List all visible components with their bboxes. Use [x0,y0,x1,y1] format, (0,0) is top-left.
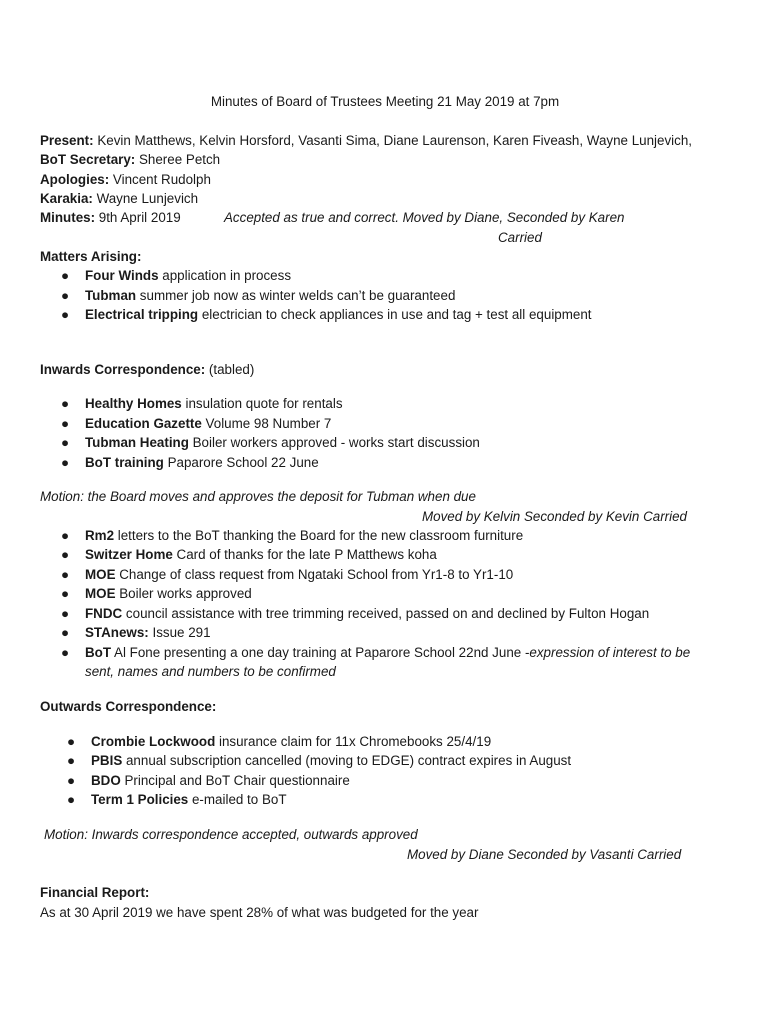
list-item: ● FNDC council assistance with tree trimming received, passed on and declined by Fulton Hogan [61,606,650,621]
list-item: ● Term 1 Policies e-mailed to BoT [67,792,287,807]
list-item: ● Education Gazette Volume 98 Number 7 [61,416,332,431]
list-item: ● BoT training Paparore School 22 June [61,455,319,470]
secretary-label: BoT Secretary: [40,152,136,167]
list-item: ● STAnews: Issue 291 [61,625,211,640]
document-title: Minutes of Board of Trustees Meeting 21 May 2019 at 7pm [210,94,560,109]
bullet-icon: ● [61,455,70,470]
minutes-line [40,208,181,227]
minutes-value: 9th April 2019 [95,210,181,225]
minutes-label: Minutes: [40,210,96,225]
bullet-icon: ● [61,547,70,562]
present-value: Kevin Matthews, Kelvin Horsford, Vasanti Sima, Diane Laurenson, Karen Fiveash, Wayne Lunjevich, [93,133,692,148]
bullet-icon: ● [61,586,70,601]
inwards-motion-moved: Moved by Kelvin Seconded by Kevin Carried [422,509,687,524]
list-item: ● Healthy Homes insulation quote for rentals [61,396,343,411]
bullet-icon: ● [67,792,76,807]
list-item: ● PBIS annual subscription cancelled (moving to EDGE) contract expires in August [67,753,572,768]
apologies-line [40,170,211,189]
list-item: ● Switzer Home Card of thanks for the late P Matthews koha [61,547,437,562]
list-item: ● Tubman summer job now as winter welds can’t be guaranteed [61,288,456,303]
bullet-icon: ● [67,773,76,788]
bullet-icon: ● [61,625,70,640]
secretary-line [40,150,220,169]
inwards-heading: Inwards Correspondence: [40,362,206,377]
inwards-heading-note: (tabled) [205,362,255,377]
bullet-icon: ● [61,288,70,303]
bullet-icon: ● [61,268,70,283]
bullet-icon: ● [61,645,70,660]
inwards-motion: Motion: the Board moves and approves the deposit for Tubman when due [40,489,476,504]
present-label: Present: [40,133,94,148]
karakia-value: Wayne Lunjevich [92,191,199,206]
bullet-icon: ● [61,606,70,621]
karakia-line [40,189,198,208]
bullet-icon: ● [61,528,70,543]
list-item: ● Electrical tripping electrician to check appliances in use and tag + test all equipment [61,307,592,322]
inwards-heading-line [40,360,254,379]
list-item: ● MOE Boiler works approved [61,586,252,601]
list-item: ● Crombie Lockwood insurance claim for 11x Chromebooks 25/4/19 [67,734,492,749]
bullet-icon: ● [61,435,70,450]
minutes-motion: Accepted as true and correct. Moved by Diane, Seconded by Karen [224,210,625,225]
financial-text: As at 30 April 2019 we have spent 28% of what was budgeted for the year [40,905,479,920]
bullet-icon: ● [67,753,76,768]
apologies-value: Vincent Rudolph [109,172,211,187]
outwards-motion-moved: Moved by Diane Seconded by Vasanti Carried [407,847,682,862]
outwards-heading: Outwards Correspondence: [40,699,217,714]
minutes-carried: Carried [498,230,542,245]
bullet-icon: ● [61,396,70,411]
list-item-continuation: sent, names and numbers to be confirmed [85,664,336,679]
list-item: ● BDO Principal and BoT Chair questionnaire [67,773,350,788]
secretary-value: Sheree Petch [135,152,221,167]
outwards-motion: Motion: Inwards correspondence accepted, outwards approved [44,827,418,842]
apologies-label: Apologies: [40,172,110,187]
bullet-icon: ● [61,567,70,582]
list-item: ● Rm2 letters to the BoT thanking the Board for the new classroom furniture [61,528,524,543]
financial-heading: Financial Report: [40,885,150,900]
bullet-icon: ● [61,307,70,322]
list-item: ● BoT Al Fone presenting a one day training at Paparore School 22nd June -expression of interest to be [61,645,691,660]
bullet-icon: ● [67,734,76,749]
bullet-icon: ● [61,416,70,431]
present-line [40,131,692,150]
karakia-label: Karakia: [40,191,93,206]
list-item: ● Four Winds application in process [61,268,292,283]
list-item: ● Tubman Heating Boiler workers approved - works start discussion [61,435,480,450]
list-item: ● MOE Change of class request from Ngataki School from Yr1-8 to Yr1-10 [61,567,514,582]
matters-arising-heading: Matters Arising: [40,249,142,264]
